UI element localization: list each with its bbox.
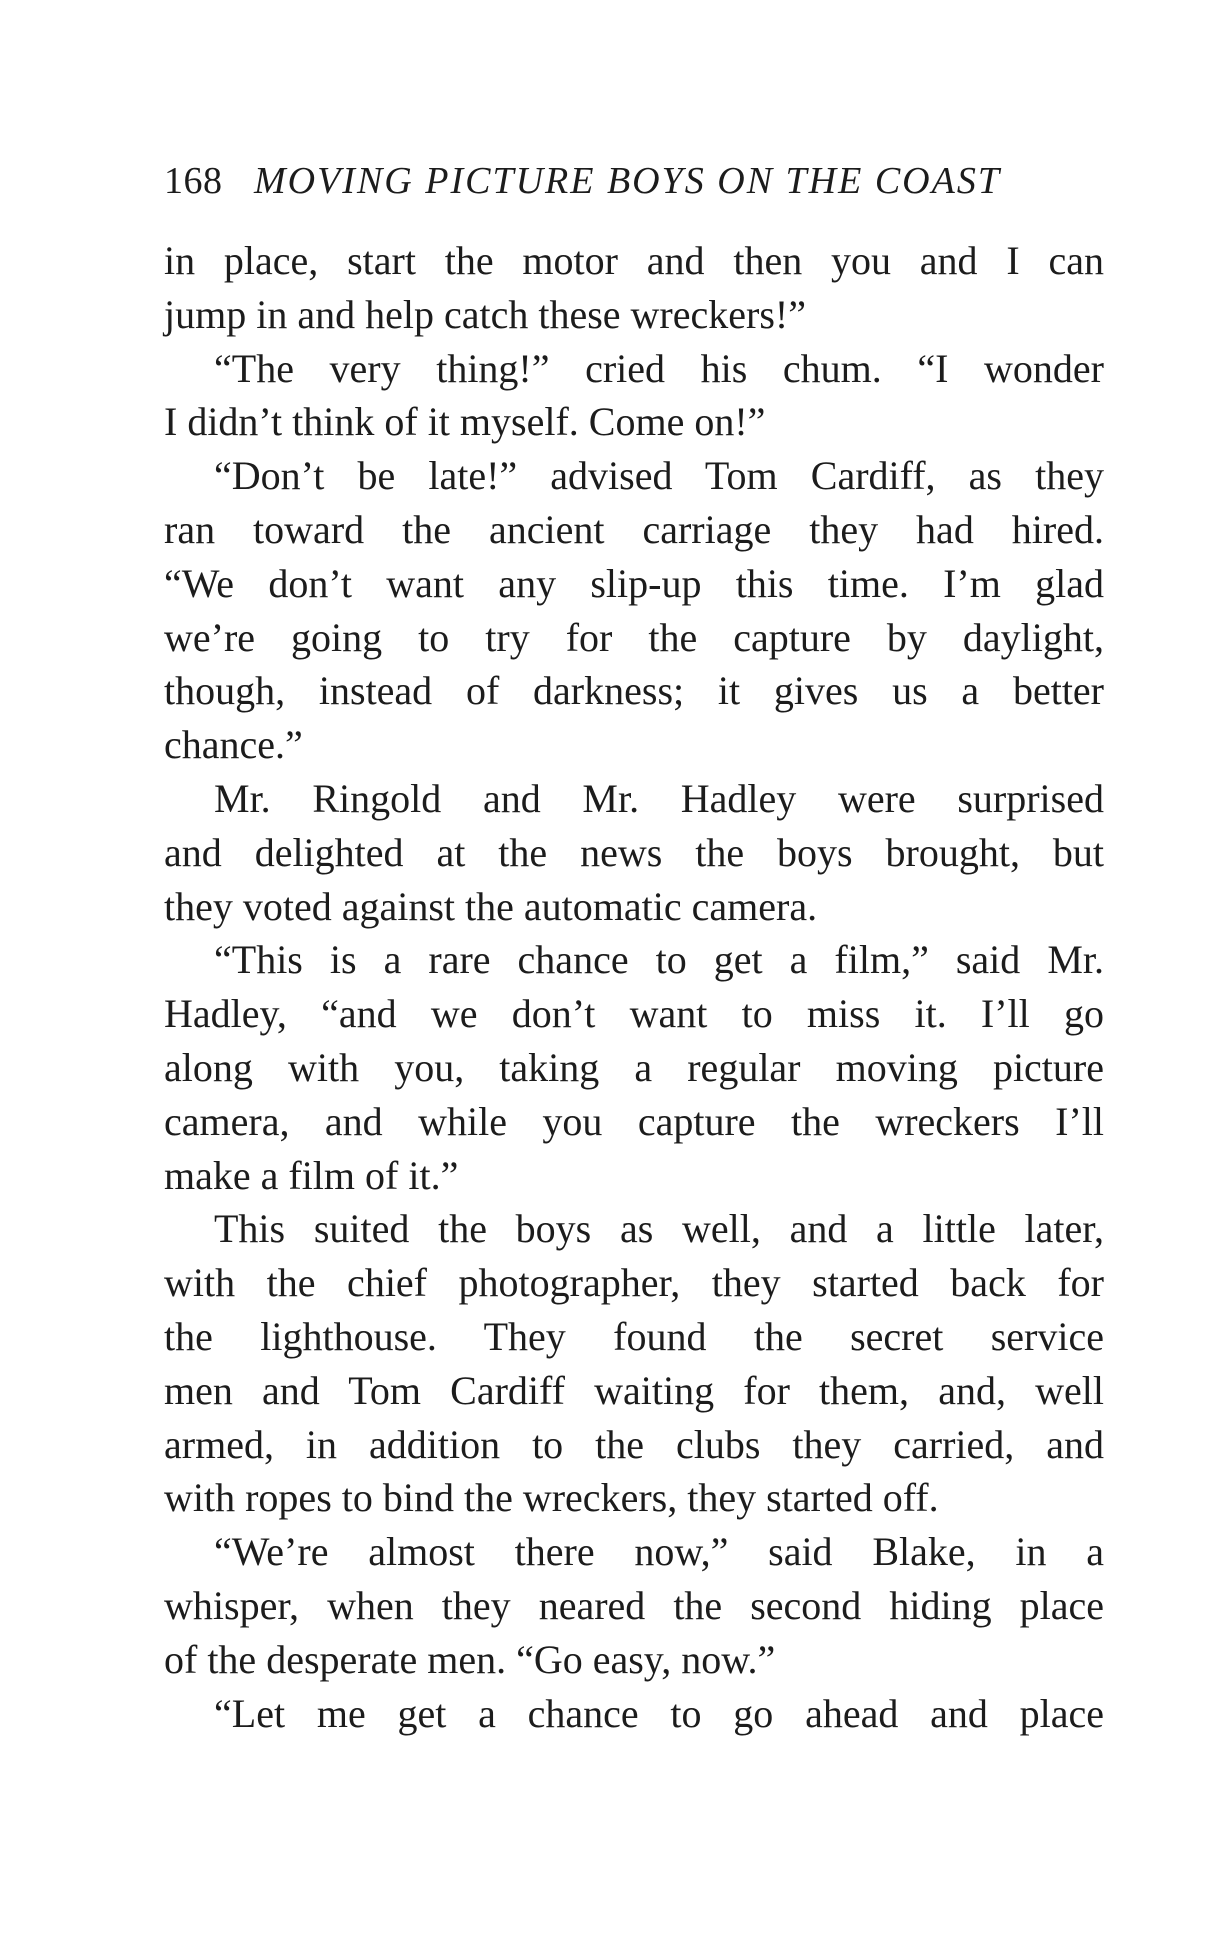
text-line: “This is a rare chance to get a film,” said Mr.	[214, 937, 1104, 983]
text-line: and delighted at the news the boys brought, but	[164, 829, 1104, 875]
text-line: camera, and while you capture the wreckers I’ll	[164, 1098, 1104, 1144]
text-line: they voted against the automatic camera.	[164, 883, 818, 929]
text-line: men and Tom Cardiff waiting for them, and, well	[164, 1367, 1104, 1413]
text-line: armed, in addition to the clubs they carried, and	[164, 1421, 1104, 1467]
body-text	[164, 234, 1104, 1740]
text-line: ran toward the ancient carriage they had hired.	[164, 506, 1104, 552]
text-line: of the desperate men. “Go easy, now.”	[164, 1636, 776, 1682]
text-line: chance.”	[164, 722, 303, 768]
text-line: in place, start the motor and then you and I can	[164, 238, 1104, 283]
text-line: “Don’t be late!” advised Tom Cardiff, as they	[214, 453, 1104, 499]
text-line: jump in and help catch these wreckers!”	[164, 291, 806, 337]
text-line: “We’re almost there now,” said Blake, in a	[214, 1529, 1104, 1575]
text-line: though, instead of darkness; it gives us a better	[164, 668, 1104, 714]
text-line: “Let me get a chance to go ahead and place	[214, 1690, 1104, 1736]
text-line: the lighthouse. They found the secret service	[164, 1313, 1104, 1359]
text-line: with ropes to bind the wreckers, they started off.	[164, 1475, 939, 1521]
running-title: MOVING PICTURE BOYS ON THE COAST	[254, 160, 1001, 202]
page-number: 168	[164, 160, 223, 202]
text-line: Hadley, “and we don’t want to miss it. I’ll go	[164, 991, 1104, 1037]
text-line: “We don’t want any slip-up this time. I’m glad	[164, 560, 1104, 606]
text-line: along with you, taking a regular moving picture	[164, 1044, 1104, 1090]
text-line: I didn’t think of it myself. Come on!”	[164, 399, 766, 445]
text-line: whisper, when they neared the second hiding place	[164, 1582, 1104, 1628]
running-head	[164, 158, 1104, 204]
text-line: “The very thing!” cried his chum. “I wonder	[214, 345, 1104, 391]
text-line: we’re going to try for the capture by daylight,	[164, 614, 1104, 660]
text-line: Mr. Ringold and Mr. Hadley were surprised	[214, 775, 1104, 821]
text-line: make a film of it.”	[164, 1152, 459, 1198]
text-line: with the chief photographer, they started back for	[164, 1260, 1104, 1306]
text-line: This suited the boys as well, and a little later,	[214, 1206, 1104, 1252]
